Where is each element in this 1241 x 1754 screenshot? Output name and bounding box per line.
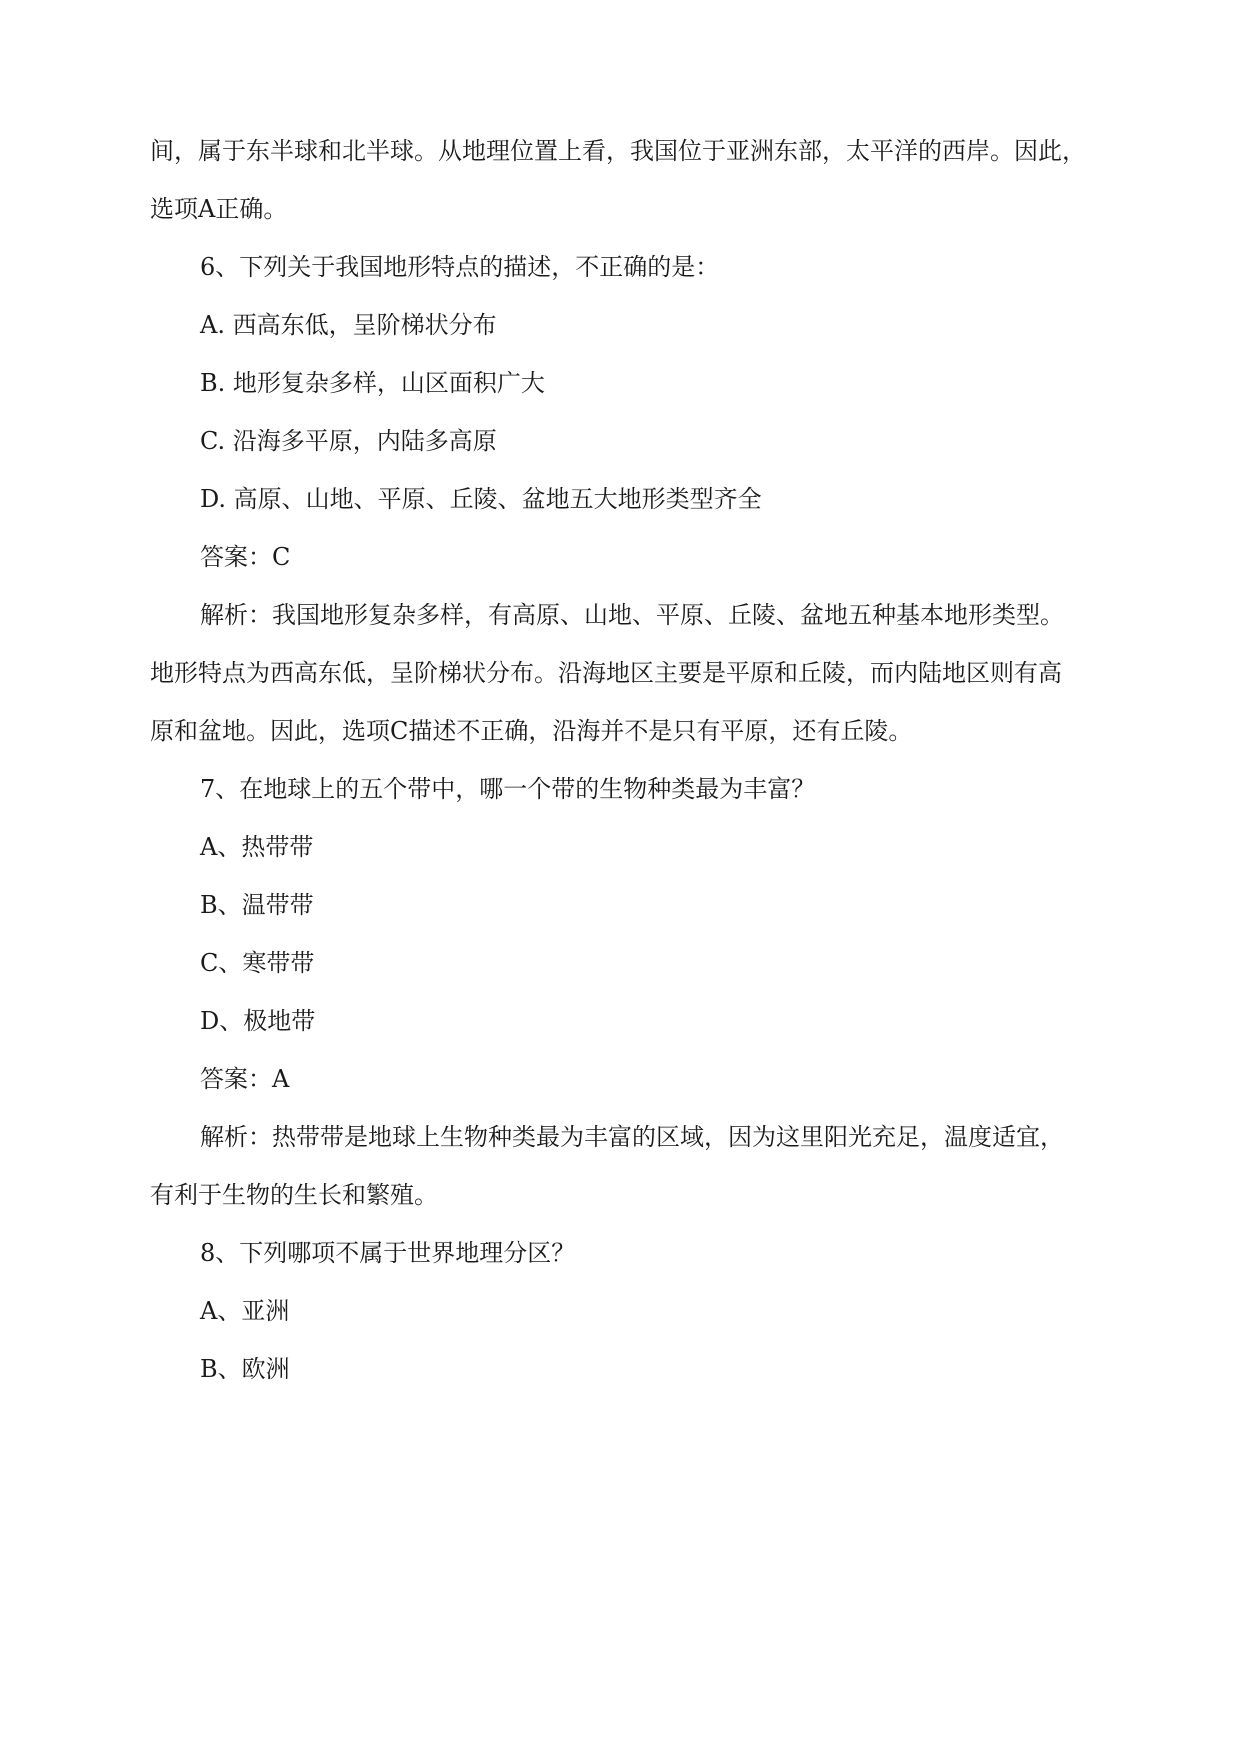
option-a: A、热带带 [200, 833, 314, 861]
explanation-cont: 地形特点为西高东低，呈阶梯状分布。沿海地区主要是平原和丘陵，而内陆地区则有高 [150, 659, 1062, 687]
text-line: 选项A正确。 [150, 195, 288, 223]
answer: 答案：A [200, 1065, 290, 1093]
option-c: C. 沿海多平原，内陆多高原 [200, 427, 497, 455]
explanation-cont: 有利于生物的生长和繁殖。 [150, 1181, 438, 1209]
answer: 答案：C [200, 543, 291, 571]
option-b: B. 地形复杂多样，山区面积广大 [200, 369, 545, 397]
option-d: D. 高原、山地、平原、丘陵、盆地五大地形类型齐全 [200, 485, 762, 513]
text-line: 间，属于东半球和北半球。从地理位置上看，我国位于亚洲东部，太平洋的西岸。因此， [150, 137, 1086, 165]
option-a: A. 西高东低，呈阶梯状分布 [200, 311, 497, 339]
explanation: 解析：热带带是地球上生物种类最为丰富的区域，因为这里阳光充足，温度适宜， [200, 1123, 1064, 1151]
question-8: 8、下列哪项不属于世界地理分区？ [200, 1239, 576, 1267]
explanation: 解析：我国地形复杂多样，有高原、山地、平原、丘陵、盆地五种基本地形类型。 [200, 601, 1064, 629]
question-7: 7、在地球上的五个带中，哪一个带的生物种类最为丰富？ [200, 775, 816, 803]
question-6: 6、下列关于我国地形特点的描述，不正确的是： [200, 253, 720, 281]
explanation-cont: 原和盆地。因此，选项C描述不正确，沿海并不是只有平原，还有丘陵。 [150, 717, 913, 745]
option-a: A、亚洲 [200, 1297, 290, 1325]
option-d: D、极地带 [200, 1007, 316, 1035]
option-c: C、寒带带 [200, 949, 315, 977]
option-b: B、温带带 [200, 891, 314, 919]
option-b: B、欧洲 [200, 1355, 290, 1383]
